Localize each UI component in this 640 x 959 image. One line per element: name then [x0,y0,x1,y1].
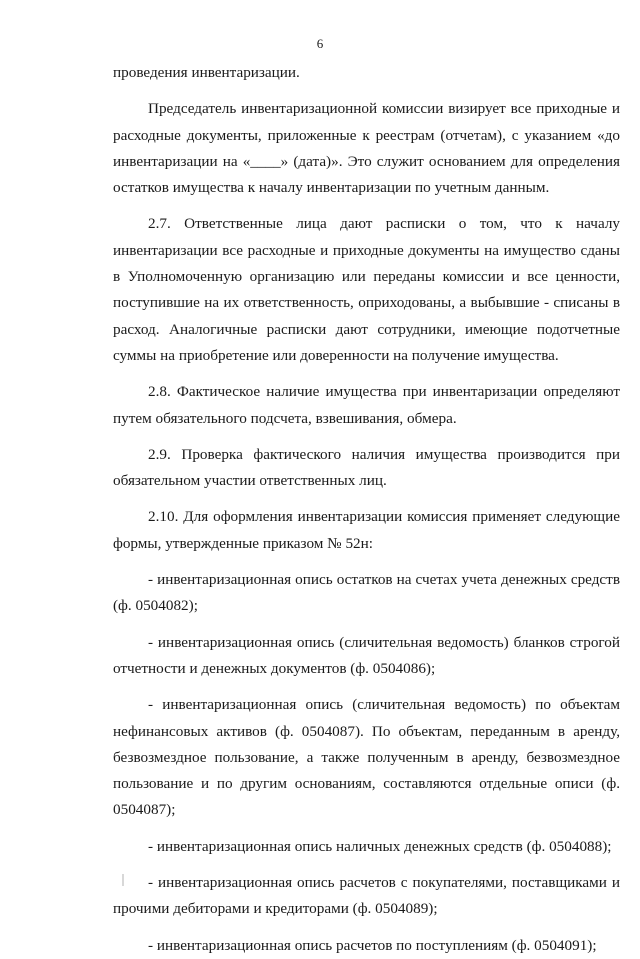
paragraph-2-10: 2.10. Для оформления инвентаризации комиссия применяет следующие формы, утвержденные приказом № 52н: [113,508,620,552]
list-item-form-0504082: - инвентаризационная опись остатков на счетах учета денежных средств (ф. 0504082); [113,571,620,615]
list-item-form-0504088: - инвентаризационная опись наличных денежных средств (ф. 0504088); [148,837,612,855]
paragraph-chairman-endorsement: Председатель инвентаризационной комиссии визирует все приходные и расходные документы, приложенные к реестрам (отчетам), с указанием «до инвентаризации на «____» (дата)». Это служит основанием для определения остатков имущества к началу инвентаризации по учетным данным. [113,100,620,197]
list-item-form-0504086: - инвентаризационная опись (сличительная ведомость) бланков строгой отчетности и денежных документов (ф. 0504086); [113,633,620,677]
list-item-form-0504091: - инвентаризационная опись расчетов по поступлениям (ф. 0504091); [148,936,597,954]
paragraph-continuation: проведения инвентаризации. [113,64,300,81]
paragraph-2-7: 2.7. Ответственные лица дают расписки о том, что к началу инвентаризации все расходные и приходные документы на имущество сданы в Уполномоченную организацию или переданы комиссии и все ценности, поступившие на их ответственность, оприходованы, а выбывшие - списаны в расход. Аналогичные расписки дают сотрудники, имеющие подотчетные суммы на приобретение или доверенности на получение имущества. [113,215,620,364]
page-number: 6 [316,36,324,51]
paragraph-2-8: 2.8. Фактическое наличие имущества при инвентаризации определяют путем обязательного подсчета, взвешивания, обмера. [113,383,620,427]
paragraph-2-9: 2.9. Проверка фактического наличия имущества производится при обязательном участии ответственных лиц. [113,445,620,490]
scan-artifact-mark [122,874,124,886]
document-body [113,60,620,959]
list-item-form-0504089: - инвентаризационная опись расчетов с покупателями, поставщиками и прочими дебиторами и кредиторами (ф. 0504089); [113,874,620,918]
list-item-form-0504087: - инвентаризационная опись (сличительная ведомость) по объектам нефинансовых активов (ф. 0504087). По объектам, переданным в аренду, безвозмездное пользование, а также полученным в аренду, безвозмездное пользование и по другим основаниям, составляются отдельные описи (ф. 0504087); [113,696,620,819]
